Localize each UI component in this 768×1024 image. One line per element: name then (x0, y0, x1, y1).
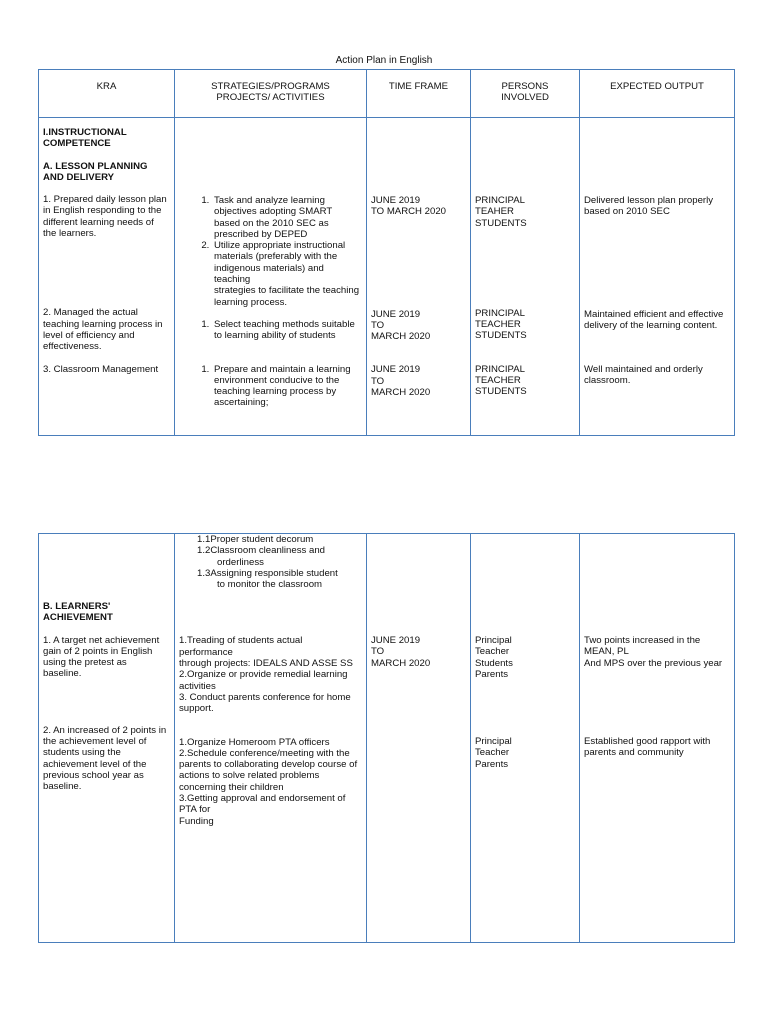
strategy-text: 2. Utilize appropriate instructional (214, 240, 346, 252)
header-strategies-line2: PROJECTS/ ACTIVITIES (216, 92, 325, 104)
output-text: delivery of the learning content. (584, 319, 718, 331)
strategy-text: 1.Organize Homeroom PTA officers (179, 736, 330, 748)
output-item (584, 736, 730, 759)
person-text: Teacher (475, 646, 510, 658)
strategies-column (175, 534, 367, 943)
document-title: Action Plan in English (335, 55, 433, 66)
strategy-item (179, 635, 362, 714)
sublist-text: to monitor the classroom (217, 579, 323, 591)
sublist-number: 1.1 (197, 534, 211, 545)
output-text: based on 2010 SEC (584, 206, 670, 218)
strategy-text: ascertaining; (214, 397, 269, 409)
person-text: TEAHER (475, 206, 514, 218)
output-text: Delivered lesson plan properly (584, 195, 714, 206)
kra-text: gain of 2 points in English (43, 645, 153, 657)
time-frame-text: JUNE 2019 (371, 635, 421, 646)
strategy-text: 1.Treading of students actual (179, 635, 303, 647)
sublist-item (179, 568, 362, 591)
strategy-text: activities (179, 680, 216, 692)
kra-item (43, 635, 170, 680)
strategy-text: prescribed by DEPED (214, 228, 308, 240)
strategy-text: parents to collaborating develop course of (179, 759, 358, 771)
output-item (584, 195, 730, 218)
strategy-text: 1. Task and analyze learning (214, 195, 325, 206)
person-text: TEACHER (475, 375, 521, 387)
strategy-text: 3.Getting approval and endorsement of (179, 793, 346, 805)
strategy-item (212, 195, 362, 240)
action-plan-table-1 (38, 69, 735, 436)
strategy-item (212, 319, 362, 342)
strategy-text: 2.Organize or provide remedial learning (179, 669, 348, 681)
kra-text: 3. Classroom Management (43, 363, 159, 375)
kra-text: 2. An increased of 2 points in (43, 724, 167, 736)
persons-column (471, 534, 580, 943)
time-frame-text: JUNE 2019 (371, 195, 421, 206)
strategy-text: environment conducive to the (214, 374, 340, 386)
output-item (584, 364, 730, 387)
persons-item (475, 308, 575, 342)
kra-column (39, 534, 175, 943)
kra-text: 2. Managed the actual (43, 307, 138, 319)
strategy-text: 1. Prepare and maintain a learning (214, 363, 351, 375)
strategy-text: support. (179, 703, 214, 715)
output-text: And MPS over the previous year (584, 657, 723, 669)
strategy-item (212, 364, 362, 409)
strategy-text: PTA for (179, 804, 211, 816)
kra-item (43, 307, 170, 352)
time-frame-item (371, 364, 466, 398)
header-expected-output (580, 70, 735, 118)
person-text: PRINCIPAL (475, 363, 525, 375)
kra-text: students using the (43, 747, 121, 759)
time-frame-text: TO (371, 646, 385, 658)
output-item (584, 309, 730, 332)
person-text: Parents (475, 758, 509, 770)
strategy-text: indigenous materials) and teaching (214, 262, 324, 286)
header-persons-line2: INVOLVED (501, 92, 549, 104)
sublist-item (179, 534, 362, 545)
kra-text: effectiveness. (43, 341, 102, 353)
time-frame-text: JUNE 2019 (371, 364, 421, 376)
sublist-text: orderliness (217, 556, 264, 568)
kra-text: 1. A target net achievement (43, 634, 160, 646)
strategy-list (179, 195, 362, 308)
output-text: Maintained efficient and effective (584, 308, 724, 320)
kra-text: previous school year as (43, 769, 144, 781)
kra-text: 1. Prepared daily lesson plan (43, 194, 167, 206)
person-text: STUDENTS (475, 217, 527, 229)
kra-item (43, 364, 170, 375)
person-text: PRINCIPAL (475, 307, 525, 319)
person-text: STUDENTS (475, 330, 527, 342)
kra-text: in English responding to the (43, 205, 162, 217)
person-text: Parents (475, 668, 509, 680)
kra-text: level of efficiency and (43, 329, 135, 341)
header-strategies (175, 70, 367, 118)
sublist-number: 1.3 (197, 567, 211, 579)
persons-item (475, 635, 575, 680)
person-text: Students (475, 657, 513, 669)
sublist-item (179, 545, 362, 568)
kra-item (43, 194, 170, 239)
person-text: PRINCIPAL (475, 195, 525, 206)
strategies-column (175, 118, 367, 436)
person-text: TEACHER (475, 319, 521, 331)
kra-item (43, 725, 170, 793)
section-a-row (39, 118, 735, 436)
person-text: STUDENTS (475, 386, 527, 398)
header-time-frame (367, 70, 471, 118)
strategy-item (179, 737, 362, 827)
strategy-text: based on the 2010 SEC as (214, 217, 329, 229)
time-frame-text: MARCH 2020 (371, 331, 431, 343)
header-kra-label: KRA (96, 81, 117, 92)
strategy-text: learning process. (214, 296, 288, 308)
output-text: Two points increased in the (584, 635, 701, 646)
strategy-text: teaching learning process by (214, 386, 337, 398)
persons-column (471, 118, 580, 436)
time-frame-text: MARCH 2020 (371, 387, 431, 399)
action-plan-table-2 (38, 533, 735, 943)
header-time-frame-label: TIME FRAME (388, 81, 449, 92)
section-heading-line1: B. LEARNERS' (43, 601, 111, 612)
expected-output-column (580, 534, 735, 943)
time-frame-item (371, 195, 466, 218)
time-frame-text: JUNE 2019 (371, 308, 421, 320)
strategy-item (212, 240, 362, 308)
time-frame-item (371, 635, 466, 669)
sublist-text: Proper student decorum (210, 534, 314, 545)
kra-text: different learning needs of (43, 216, 154, 228)
time-frame-text: TO MARCH 2020 (371, 206, 446, 218)
header-persons (471, 70, 580, 118)
strategy-text: Funding (179, 815, 214, 827)
header-persons-line1: PERSONS (501, 81, 549, 92)
output-text: Established good rapport with (584, 735, 711, 747)
output-text: parents and community (584, 747, 684, 759)
classroom-management-sublist (179, 534, 362, 590)
time-frame-text: TO (371, 319, 385, 331)
persons-item (475, 736, 575, 770)
persons-item (475, 364, 575, 398)
kra-text: baseline. (43, 668, 82, 680)
strategy-text: to learning ability of students (214, 330, 336, 342)
kra-text: teaching learning process in (43, 318, 163, 330)
kra-text: achievement level of the (43, 758, 147, 770)
strategy-text: objectives adopting SMART (214, 206, 333, 218)
strategy-text: materials (preferably with the (214, 251, 338, 263)
person-text: Teacher (475, 747, 510, 759)
subsection-heading-line2: AND DELIVERY (43, 171, 115, 183)
sublist-text: Assigning responsible student (210, 567, 338, 579)
header-kra (39, 70, 175, 118)
section-b-row (39, 534, 735, 943)
time-frame-text: MARCH 2020 (371, 657, 431, 669)
strategy-text: concerning their children (179, 781, 284, 793)
kra-text: baseline. (43, 781, 82, 793)
header-expected-output-label: EXPECTED OUTPUT (610, 81, 704, 92)
strategy-list (179, 319, 362, 342)
strategy-text: actions to solve related problems (179, 770, 320, 782)
section-heading-line1: I.INSTRUCTIONAL (43, 127, 127, 138)
section-heading-line2: ACHIEVEMENT (43, 612, 113, 624)
time-frame-column (367, 534, 471, 943)
strategy-text: 2.Schedule conference/meeting with the (179, 747, 350, 759)
persons-item (475, 195, 575, 229)
person-text: Principal (475, 736, 512, 748)
time-frame-text: TO (371, 375, 385, 387)
kra-text: the achievement level of (43, 736, 147, 748)
subsection-heading-line1: A. LESSON PLANNING (43, 160, 148, 172)
section-heading-line2: COMPETENCE (43, 138, 111, 150)
output-text: classroom. (584, 375, 631, 387)
strategy-text: through projects: IDEALS AND ASSE SS (179, 658, 353, 670)
sublist-number: 1.2 (197, 545, 211, 557)
strategy-text: 1. Select teaching methods suitable (214, 318, 355, 330)
header-strategies-line1: STRATEGIES/PROGRAMS (211, 81, 330, 92)
strategy-list (179, 364, 362, 409)
output-text: Well maintained and orderly (584, 364, 703, 376)
output-item (584, 635, 730, 669)
header-row (39, 70, 735, 118)
expected-output-column (580, 118, 735, 436)
kra-text: using the pretest as (43, 657, 127, 669)
time-frame-column (367, 118, 471, 436)
person-text: Principal (475, 635, 512, 646)
kra-column (39, 118, 175, 436)
time-frame-item (371, 309, 466, 343)
strategy-text: 3. Conduct parents conference for home (179, 691, 351, 703)
kra-text: the learners. (43, 228, 97, 240)
strategy-text: strategies to facilitate the teaching (214, 285, 360, 297)
sublist-text: Classroom cleanliness and (210, 545, 325, 557)
output-text: MEAN, PL (584, 646, 629, 658)
strategy-text: performance (179, 646, 233, 658)
